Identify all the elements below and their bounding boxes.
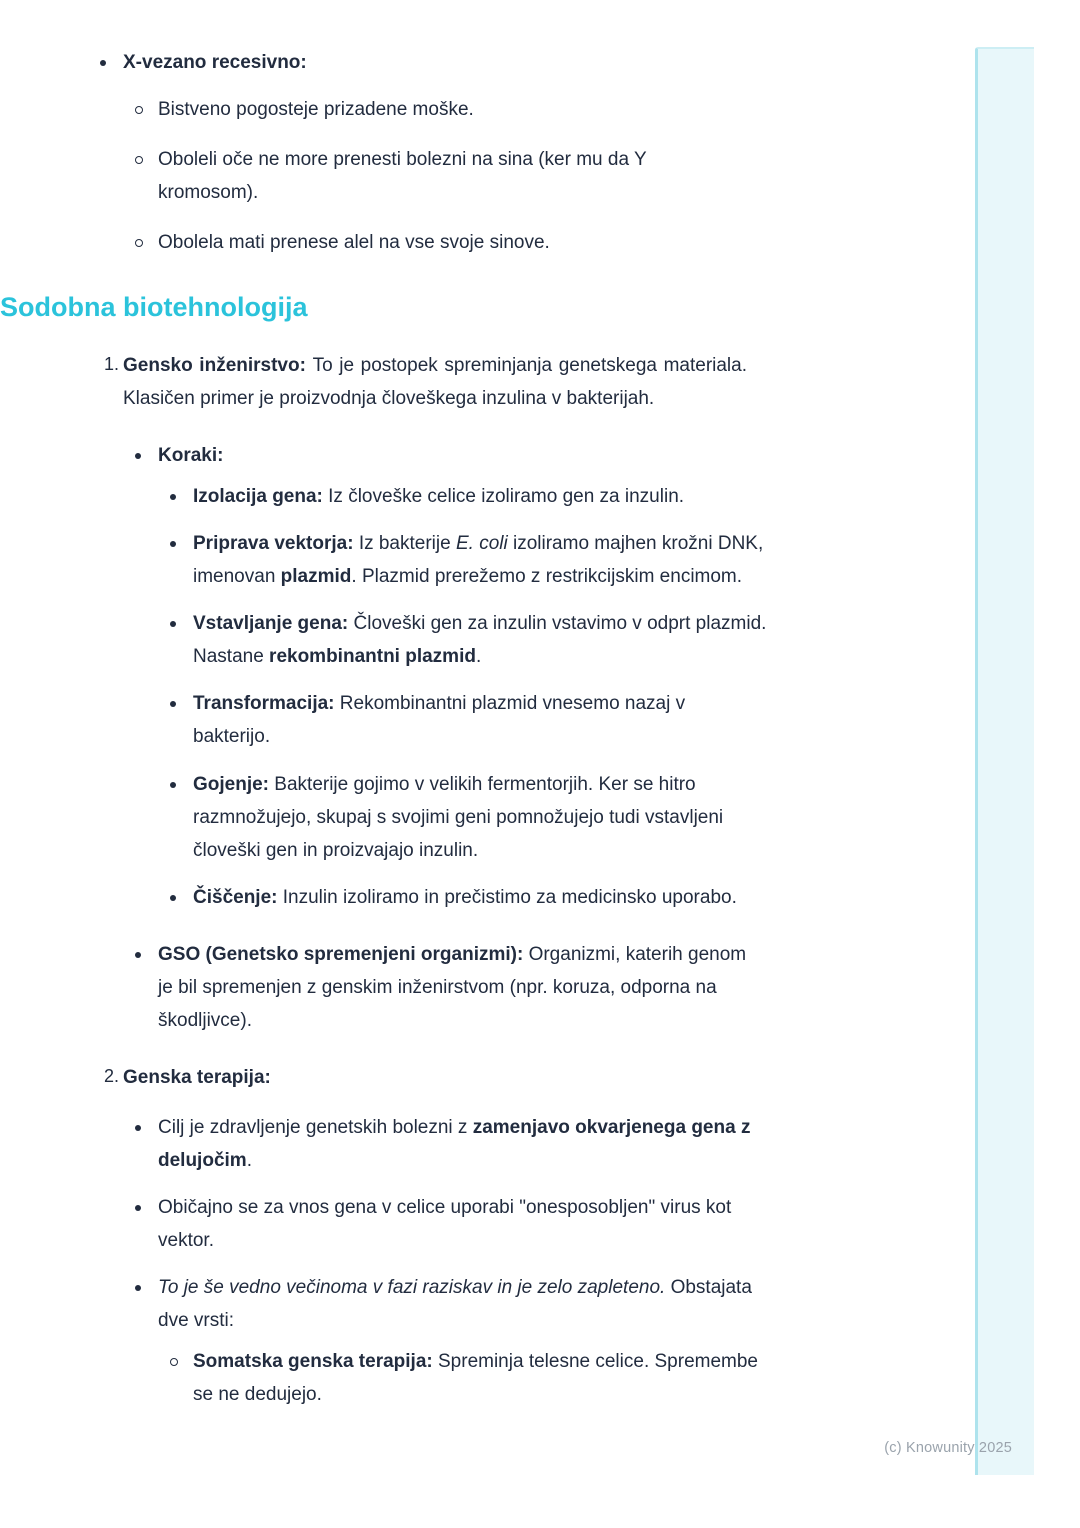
step-ciscenje: Čiščenje: Inzulin izoliramo in prečistimo za medicinsko uporabo. xyxy=(193,886,737,908)
somatic-therapy: Somatska genska terapija: Spreminja telesne celice. Spremembe se ne dedujejo. xyxy=(193,1351,758,1406)
bullet-icon xyxy=(170,527,193,547)
list-item xyxy=(170,1345,975,1411)
numbered-item xyxy=(104,349,975,415)
item-number: 2. xyxy=(104,1065,120,1086)
bullet-icon xyxy=(170,881,193,901)
circle-bullet-icon xyxy=(170,1345,193,1366)
x-linked-title: X-vezano recesivno: xyxy=(123,52,307,73)
list-item xyxy=(135,1271,975,1337)
notes-content xyxy=(0,46,975,1411)
step-priprava: Priprava vektorja: Iz bakterije E. coli izoliramo majhen krožni DNK, imenovan plazmid. Plazmid prerežemo z restrikcijskim encimom. xyxy=(193,533,764,588)
koraki-label: Koraki: xyxy=(158,445,224,467)
circle-bullet-icon xyxy=(135,93,158,114)
therapy-research-note: To je še vedno večinoma v fazi raziskav in je zelo zapleteno. Obstajata dve vrsti: xyxy=(158,1277,752,1332)
bullet-icon xyxy=(100,46,123,66)
section-heading: Sodobna biotehnologija xyxy=(0,292,308,323)
list-item xyxy=(135,439,975,472)
x-linked-point-3: Obolela mati prenese alel na vse svoje sinove. xyxy=(158,232,550,254)
list-item xyxy=(135,226,975,259)
list-item xyxy=(135,938,975,1037)
x-linked-point-2: Oboleli oče ne more prenesti bolezni na sina (ker mu da Y kromosom). xyxy=(158,149,647,204)
bullet-icon xyxy=(170,687,193,707)
therapy-goal: Cilj je zdravljenje genetskih bolezni z zamenjavo okvarjenega gena z delujočim. xyxy=(158,1116,751,1171)
bullet-icon xyxy=(170,480,193,500)
list-item xyxy=(135,93,975,126)
therapy-vector: Običajno se za vnos gena v celice uporabi "onesposobljen" virus kot vektor. xyxy=(158,1196,732,1252)
list-item xyxy=(170,527,975,593)
bullet-icon xyxy=(135,938,158,958)
list-item xyxy=(170,881,975,914)
list-item xyxy=(135,1191,975,1257)
bullet-icon xyxy=(135,439,158,459)
bullet-icon xyxy=(135,1111,158,1131)
genetic-engineering-text: Gensko inženirstvo: To je postopek spreminjanja genetskega materiala. Klasičen primer je proizvodnja človeškega inzulina v bakterijah. xyxy=(123,355,747,410)
gene-therapy-title: Genska terapija: xyxy=(123,1066,271,1088)
side-accent-stripe xyxy=(975,47,1034,1475)
step-izolacija: Izolacija gena: Iz človeške celice izoliramo gen za inzulin. xyxy=(193,486,685,508)
list-item xyxy=(170,480,975,513)
step-transformacija: Transformacija: Rekombinantni plazmid vnesemo nazaj v bakterijo. xyxy=(193,693,686,748)
list-item xyxy=(170,607,975,673)
list-item xyxy=(135,1111,975,1177)
circle-bullet-icon xyxy=(135,143,158,164)
circle-bullet-icon xyxy=(135,226,158,247)
list-item xyxy=(135,143,975,209)
bullet-icon xyxy=(135,1271,158,1291)
copyright-footer: (c) Knowunity 2025 xyxy=(884,1440,1012,1456)
bullet-icon xyxy=(170,768,193,788)
list-item xyxy=(170,687,975,753)
step-vstavljanje: Vstavljanje gena: Človeški gen za inzulin vstavimo v odprt plazmid. Nastane rekombinantni plazmid. xyxy=(193,613,767,668)
list-item xyxy=(100,46,975,79)
gso-definition: GSO (Genetsko spremenjeni organizmi): Organizmi, katerih genom je bil spremenjen z genskim inženirstvom (npr. koruza, odporna na škodljivce). xyxy=(158,943,747,1031)
step-gojenje: Gojenje: Bakterije gojimo v velikih fermentorjih. Ker se hitro razmnožujejo, skupaj s svojimi geni pomnožujejo tudi vstavljeni človeški gen in proizvajajo inzulin. xyxy=(193,773,724,861)
numbered-item xyxy=(104,1061,975,1094)
bullet-icon xyxy=(135,1191,158,1211)
bullet-icon xyxy=(170,607,193,627)
x-linked-point-1: Bistveno pogosteje prizadene moške. xyxy=(158,99,474,121)
item-number: 1. xyxy=(104,354,120,375)
list-item xyxy=(170,768,975,867)
